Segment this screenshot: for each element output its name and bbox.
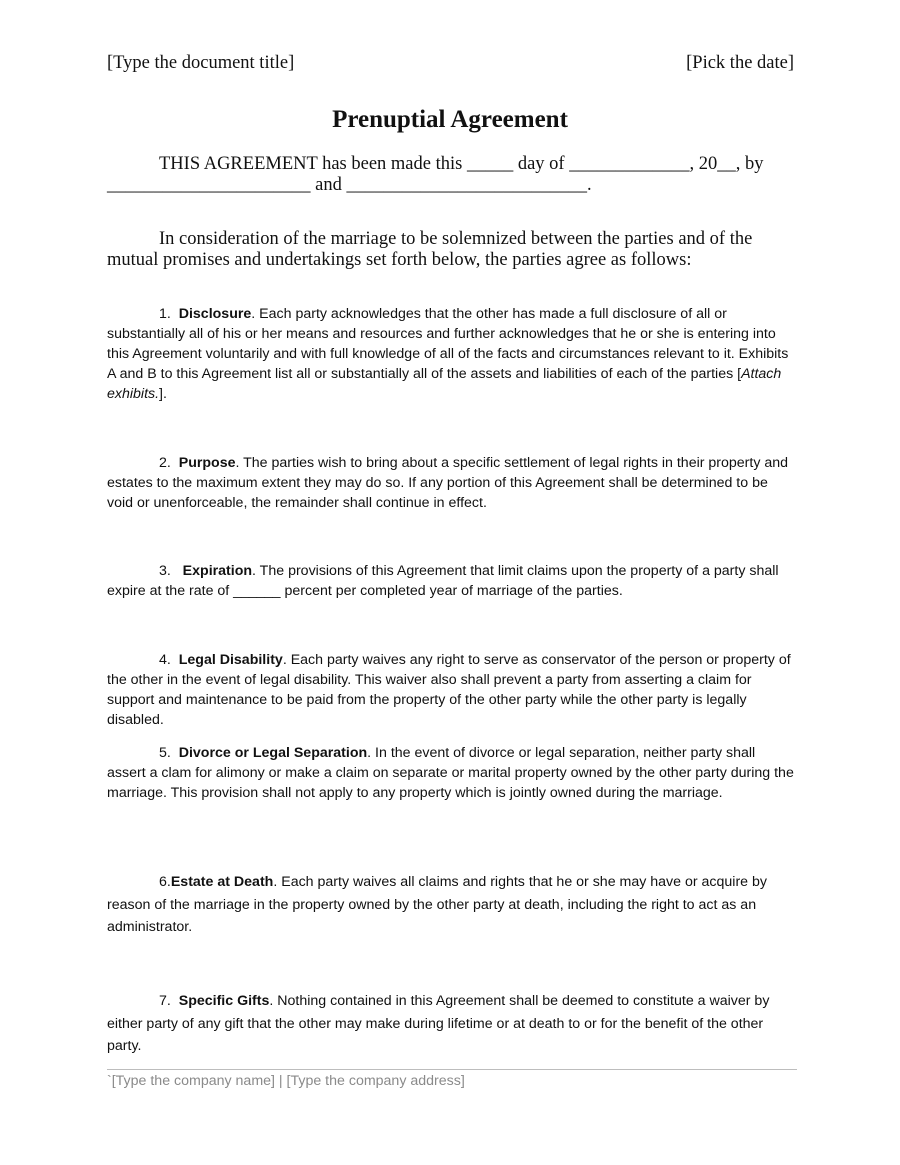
clause-estate-at-death xyxy=(107,871,797,939)
clause-heading: Specific Gifts xyxy=(178,993,270,1009)
clause-heading: Legal Disability xyxy=(178,652,283,668)
clause-text: . Each party waives all claims and rights that he or she may have or acquire by reason of the marriage in the property owned by the other party at death, including the right to act as an administrator. xyxy=(107,874,767,935)
clause-italic: Attach exhibits. xyxy=(107,366,782,402)
clause-heading: Purpose xyxy=(178,455,236,471)
clause-number: 5. xyxy=(159,745,171,761)
clause-disclosure xyxy=(107,304,797,404)
agreement-end: . xyxy=(586,175,592,195)
clause-text: . The provisions of this Agreement that limit claims upon the property of a party shall expire at the rate of ______ percent per completed year of marriage of the parties. xyxy=(107,563,779,599)
clause-text: . In the event of divorce or legal separation, neither party shall assert a clam for alimony or make a claim on separate or marital property owned by the other party during the marriage. This provision shall not apply to any property which is jointly owned during the marriage. xyxy=(107,745,794,801)
date-picker-placeholder[interactable]: [Pick the date] xyxy=(686,53,794,73)
day-of-text: day of xyxy=(517,154,565,174)
clause-number: 4. xyxy=(159,652,171,668)
clause-heading: Divorce or Legal Separation xyxy=(178,745,368,761)
clause-number: 1. xyxy=(159,306,171,322)
clause-heading: Estate at Death xyxy=(170,874,274,890)
footer-company-info[interactable]: `[Type the company name] | [Type the company address] xyxy=(107,1073,465,1089)
clause-specific-gifts xyxy=(107,990,797,1058)
page-title: Prenuptial Agreement xyxy=(332,106,568,133)
footer-divider xyxy=(107,1069,797,1070)
clause-number: 7. xyxy=(159,993,171,1009)
document-title-placeholder[interactable]: [Type the document title] xyxy=(107,53,295,73)
agreement-prefix: THIS AGREEMENT has been made this xyxy=(159,154,463,174)
clause-number: 3. xyxy=(159,563,171,579)
clause-number: 2. xyxy=(159,455,171,471)
clause-legal-disability xyxy=(107,650,797,730)
clause-text: . Each party acknowledges that the other has made a full disclosure of all or substantially all of his or her means and resources and further acknowledges that he or she is entering into this Agreement voluntarily and with full knowledge of all of the facts and circumstances relevant to it. Exhibits A and B to this Agreement list all or substantially all of the assets and liabilities of each of the parties [ xyxy=(107,306,789,382)
consideration-paragraph: In consideration of the marriage to be solemnized between the parties and of the mutual promises and undertakings set forth below, the parties agree as follows: xyxy=(107,229,753,270)
clause-number: 6. xyxy=(159,874,171,890)
clause-text-end: ]. xyxy=(159,386,167,402)
clause-expiration xyxy=(107,561,797,601)
agreement-line xyxy=(107,154,797,196)
month-blank: _____________ xyxy=(569,154,690,174)
clause-heading: Disclosure xyxy=(178,306,252,322)
clause-purpose xyxy=(107,453,797,513)
clause-heading: Expiration xyxy=(182,563,253,579)
and-text: and xyxy=(315,175,342,195)
clause-text: . Nothing contained in this Agreement shall be deemed to constitute a waiver by either party of any gift that the other may make during lifetime or at death to or for the benefit of the other party. xyxy=(107,993,770,1054)
year-text: , 20__, by xyxy=(689,154,764,174)
clause-text: . Each party waives any right to serve as conservator of the person or property of the other in the event of legal disability. This waiver also shall prevent a party from asserting a claim for support and maintenance to be paid from the property of the other party while the other party is legally disabled. xyxy=(107,652,791,728)
clause-text: . The parties wish to bring about a specific settlement of legal rights in their property and estates to the maximum extent they may do so. If any portion of this Agreement shall be determined to be void or unenforceable, the remainder shall continue in effect. xyxy=(107,455,789,511)
party1-blank: ______________________ xyxy=(107,175,311,195)
clause-divorce xyxy=(107,743,797,803)
party2-blank: __________________________ xyxy=(346,175,587,195)
day-blank: _____ xyxy=(466,154,514,174)
